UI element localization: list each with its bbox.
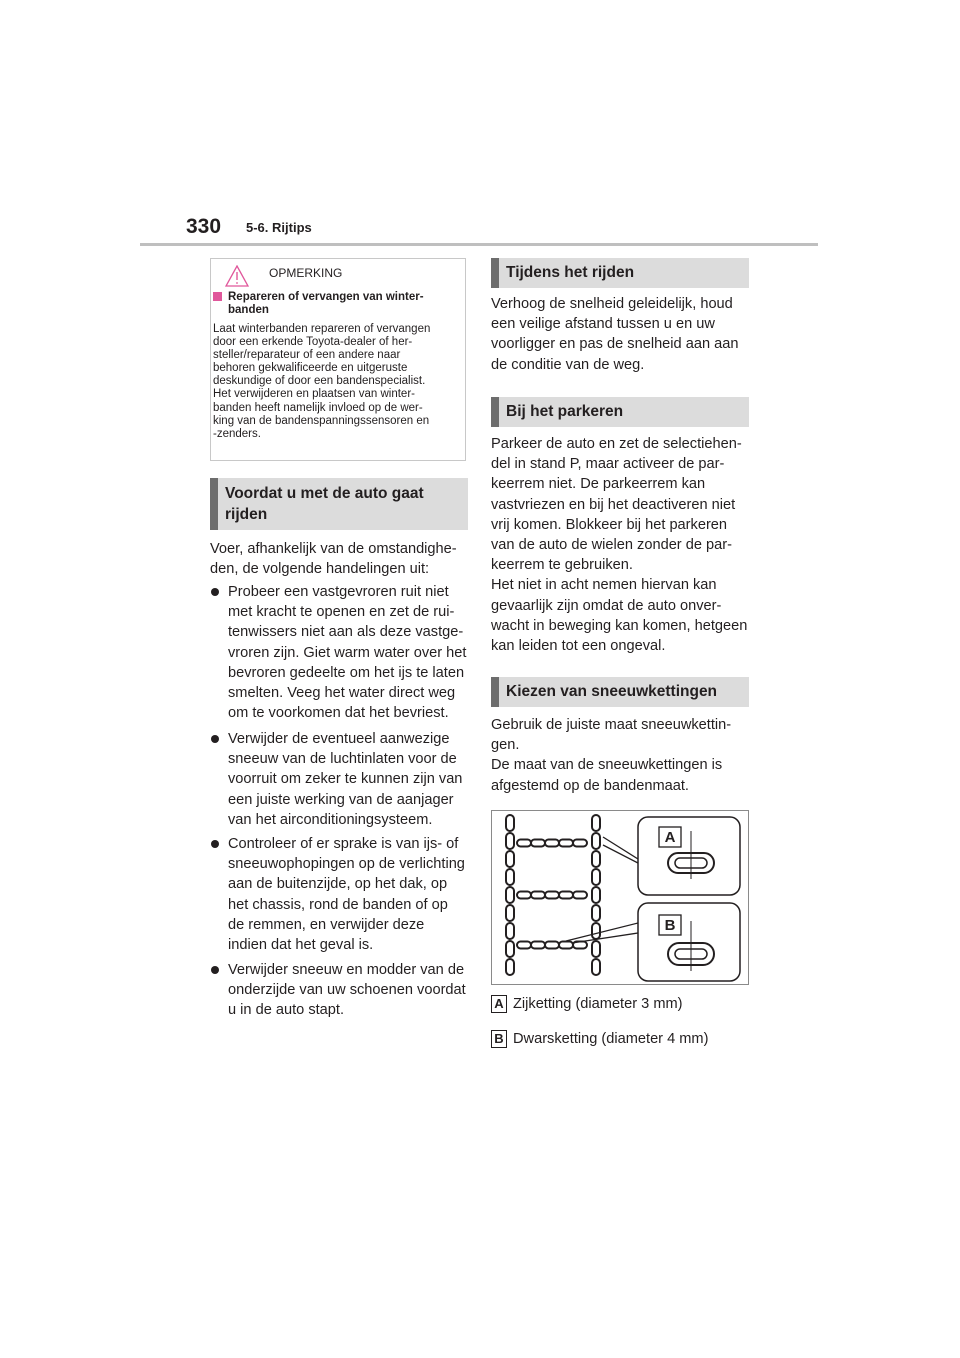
bullet-item-4 [211,960,471,1022]
legend-letter-b: B [491,1030,507,1048]
page-number: 330 [186,215,222,238]
bullet-dot [211,588,219,596]
snow-chains-text: Gebruik de juiste maat sneeuwkettin- gen. De maat van de sneeuwkettingen is afgestemd op de bandenmaat. [491,717,732,794]
heading-snow-chains-text: Kiezen van sneeuwkettingen [506,683,718,700]
bullet-item-1 [211,582,471,724]
warning-triangle-icon [225,265,249,287]
legend-item-b [491,1030,751,1050]
heading-while-driving [491,258,749,288]
caution-text: Laat winterbanden repareren of vervangen door een erkende Toyota-dealer of her- steller/reparateur of een andere naar behoren gekwalificeerde en uitgeruste deskundige of door een bandenspecialist. Het verwijderen en plaatsen van winter- banden heeft namelijk invloed op de wer- king van de bandenspanningssensoren en -zenders. [213,323,431,440]
heading-while-driving-text: Tijdens het rijden [506,264,635,281]
legend-text-a: Zijketting (diameter 3 mm) [513,996,683,1012]
caution-title [213,291,453,317]
heading-parking [491,397,749,427]
snow-chain-illustration [492,811,748,984]
bullet-item-3 [211,834,471,956]
bullet-dot [211,735,219,743]
heading-before-driving-text: Voordat u met de auto gaat rijden [225,485,424,523]
bullet-text: Probeer een vastgevroren ruit niet met kracht te openen en zet de rui- tenwissers niet aan als deze vastge- vroren zijn. Giet warm water over het bevroren gedeelte om het ijs te laten smelten. Veeg het water direct weg om te voorkomen dat het bevriest. [228,584,467,722]
bullet-text: Verwijder sneeuw en modder van de onderzijde van uw schoenen voordat u in de auto stapt. [228,962,466,1019]
caution-label: OPMERKING [269,266,343,280]
bullet-item-2 [211,729,471,831]
caution-box [210,258,466,461]
bullet-dot [211,840,219,848]
bullet-text: Controleer of er sprake is van ijs- of sneeuwophopingen op de verlichting aan de buitenzijde, op het dak, op het chassis, rond de banden of op de remmen, en verwijder deze indien dat het geval is. [228,836,465,954]
while-driving-text: Verhoog de snelheid geleidelijk, houd een veilige afstand tussen u en uw voorligger en pas de snelheid aan aan de conditie van de weg. [491,296,739,373]
heading-before-driving [210,478,468,530]
legend-text-b: Dwarsketting (diameter 4 mm) [513,1031,709,1047]
side-chain-left [506,815,514,975]
heading-snow-chains [491,677,749,707]
header-rule [140,243,818,246]
cross-chain-1 [517,840,587,847]
callout-letter-a: A [664,829,676,846]
side-chain-right [592,815,600,975]
snow-chain-figure [491,810,749,985]
heading-parking-text: Bij het parkeren [506,403,624,420]
bullet-text: Verwijder de eventueel aanwezige sneeuw van de luchtinlaten voor de voorruit om zeker te kunnen zijn van een juiste werking van de aanjager van het airconditioningsysteem. [228,731,463,828]
caution-title-text: Repareren of vervangen van winter- banden [228,291,424,316]
caution-bullet-square [213,292,222,301]
legend-letter-a: A [491,995,507,1013]
bullet-dot [211,966,219,974]
legend-item-a [491,995,751,1015]
cross-chain-2 [517,892,587,899]
parking-text: Parkeer de auto en zet de selectiehen- del in stand P, maar activeer de par- keerrem niet. De parkeerrem kan vastvriezen en bij het deactiveren niet vrij komen. Blokkeer bij het parkeren van de auto de wielen zonder de par- keerrem te gebruiken. Het niet in acht nemen hiervan kan gevaarlijk zijn omdat de auto onver- wacht in beweging kan komen, hetgeen kan leiden tot een ongeval. [491,436,748,655]
callout-letter-b: B [664,917,676,934]
callout-box-a [638,817,740,895]
left-intro: Voer, afhankelijk van de omstandighe- den, de volgende handelingen uit: [210,541,457,578]
section-reference: 5-6. Rijtips [246,220,312,235]
